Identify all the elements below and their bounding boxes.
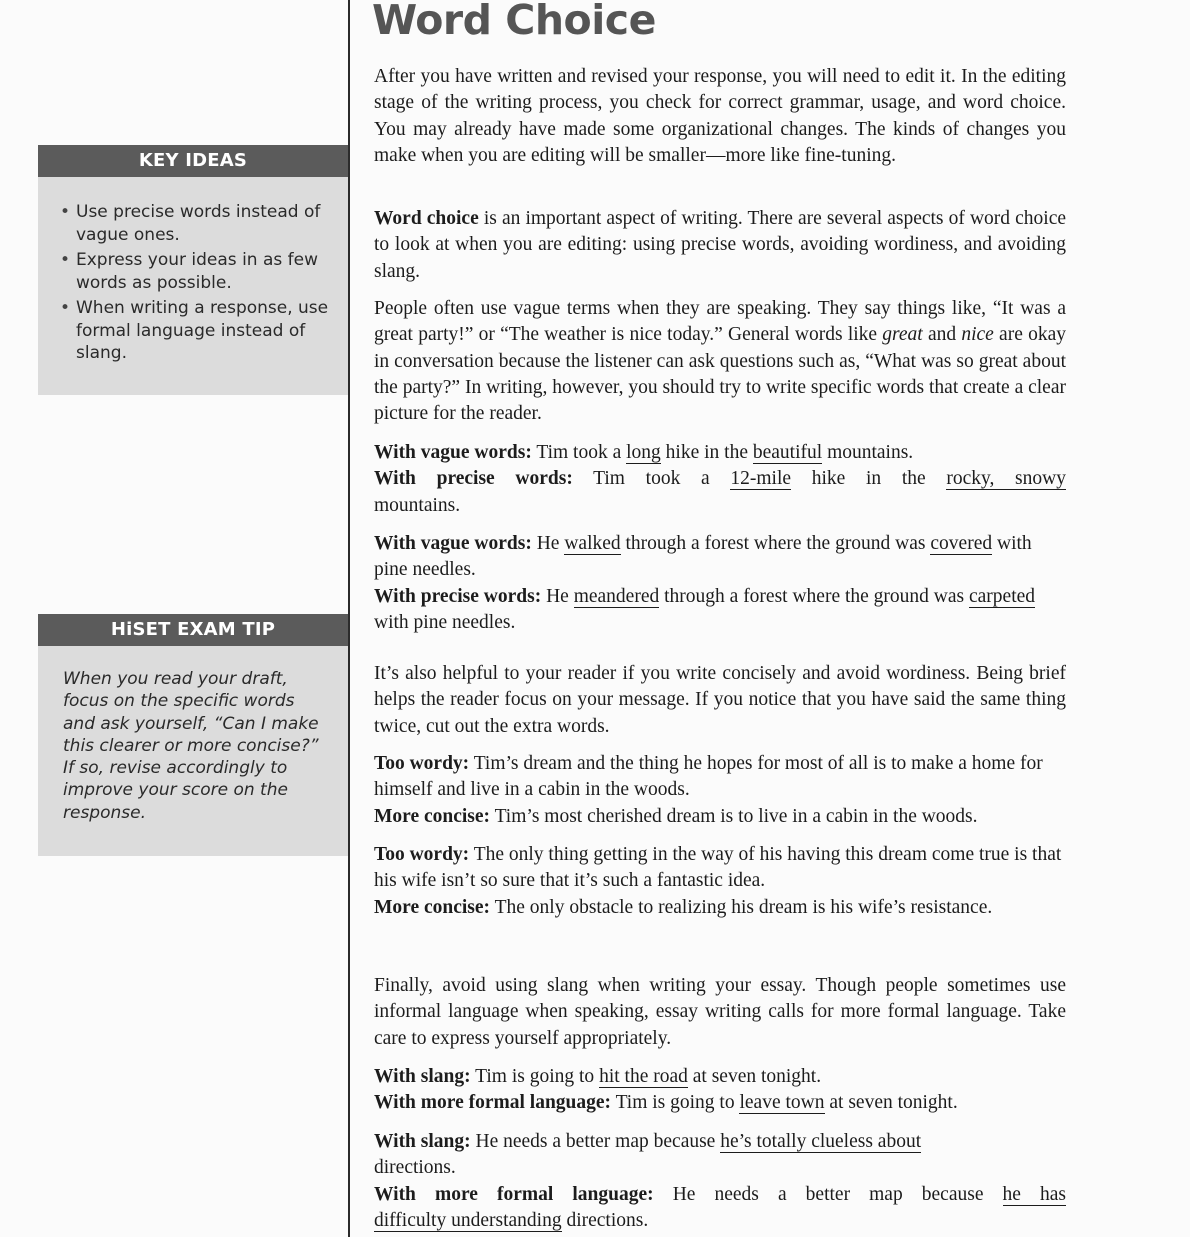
example-text: at seven tonight. xyxy=(824,1092,958,1114)
example-text: at seven tonight. xyxy=(687,1066,822,1087)
example-3 xyxy=(374,751,1066,830)
label-with-slang: With slang: xyxy=(374,1131,471,1152)
word-choice-text: is an important aspect of writing. There are several aspects of word choice to look at when you are editing: using precise words, avoiding wordiness, and avoiding slang. xyxy=(374,208,1066,282)
example-6 xyxy=(374,1129,1066,1234)
underlined-word: walked xyxy=(564,533,621,554)
example-text: through a forest where the ground was xyxy=(620,533,931,554)
exam-tip-text: When you read your draft, focus on the specific words and ask yourself, “Can I make this clearer or more concise?” If so, revise accordingly to improve your score on the response. xyxy=(63,669,319,823)
example-text: hike in the xyxy=(660,442,753,463)
example-text: hike in the xyxy=(791,468,947,490)
underlined-word: he’s totally clueless about xyxy=(720,1131,922,1152)
key-ideas-box xyxy=(38,145,348,395)
key-idea-item: • When writing a response, use formal language instead of slang. xyxy=(60,297,332,365)
key-ideas-heading: KEY IDEAS xyxy=(38,145,348,177)
label-more-concise: More concise: xyxy=(374,896,491,918)
underlined-word: long xyxy=(626,442,661,463)
underlined-word: carpeted xyxy=(969,585,1036,607)
paragraph-slang xyxy=(374,973,1066,1052)
example-text: with pine needles. xyxy=(374,611,516,633)
underlined-word: difficulty understanding xyxy=(374,1209,562,1231)
key-idea-item: • Express your ideas in as few words as possible. xyxy=(60,249,332,294)
word-great: great xyxy=(882,324,923,346)
label-vague: With vague words: xyxy=(374,533,532,554)
label-vague: With vague words: xyxy=(374,442,532,463)
example-1 xyxy=(374,440,1066,519)
key-idea-item: • Use precise words instead of vague ones. xyxy=(60,201,332,246)
underlined-word: 12-mile xyxy=(730,468,792,490)
paragraph-vague-terms xyxy=(374,296,1066,427)
example-text: through a forest where the ground was xyxy=(659,585,969,607)
example-4 xyxy=(374,842,1066,921)
example-2 xyxy=(374,531,1066,636)
example-text: with pine needles. xyxy=(374,533,1032,581)
example-text: mountains. xyxy=(374,494,461,516)
page-title: Word Choice xyxy=(372,0,656,44)
paragraph-word-choice xyxy=(374,206,1066,285)
key-ideas-list xyxy=(38,177,348,365)
label-more-concise: More concise: xyxy=(374,805,491,827)
paragraph-intro xyxy=(374,64,1066,169)
word-nice: nice xyxy=(961,324,994,346)
underlined-word: covered xyxy=(930,533,993,554)
underlined-word: he has xyxy=(1002,1183,1067,1205)
example-text: He xyxy=(541,585,574,607)
label-precise: With precise words: xyxy=(374,585,542,607)
label-formal: With more formal language: xyxy=(374,1092,612,1114)
underlined-word: beautiful xyxy=(752,442,823,463)
vague-text: People often use vague terms when they are speaking. They say things like, “It was a great party!” or “The weather is nice today.” General words like xyxy=(374,298,1066,346)
term-word-choice: Word choice xyxy=(374,208,479,229)
paragraph-concise xyxy=(374,661,1066,740)
example-text: The only thing getting in the way of his having this dream come true is that his wife isn’t so sure that it’s such a fantastic idea. xyxy=(374,844,1062,892)
vague-text: and xyxy=(922,324,962,346)
example-5 xyxy=(374,1064,1066,1117)
underlined-word: hit the road xyxy=(599,1066,688,1087)
example-text: He xyxy=(531,533,565,554)
example-text: mountains. xyxy=(822,442,914,463)
intro-text: After you have written and revised your response, you will need to edit it. In the editing stage of the writing process, you check for correct grammar, usage, and word choice. You may already have made some organizational changes. The kinds of changes you make when you are editing will be smaller—more like fine-tuning. xyxy=(374,66,1066,166)
example-text: Tim is going to xyxy=(470,1066,600,1087)
exam-tip-box xyxy=(38,614,348,856)
example-text: Tim took a xyxy=(572,468,731,490)
slang-text: Finally, avoid using slang when writing your essay. Though people sometimes use informal language when speaking, essay writing calls for more formal language. Take care to express yourself appropriately. xyxy=(374,975,1066,1049)
example-text: He needs a better map because xyxy=(653,1183,1003,1205)
underlined-word: leave town xyxy=(739,1092,825,1114)
example-text: He needs a better map because xyxy=(470,1131,721,1152)
example-text: directions. xyxy=(561,1209,649,1231)
underlined-word: rocky, snowy xyxy=(946,468,1066,490)
label-too-wordy: Too wordy: xyxy=(374,844,470,865)
example-text: directions. xyxy=(374,1157,456,1179)
underlined-word: meandered xyxy=(573,585,660,607)
example-text: Tim is going to xyxy=(611,1092,740,1114)
label-too-wordy: Too wordy: xyxy=(374,753,470,774)
concise-text: It’s also helpful to your reader if you write concisely and avoid wordiness. Being brief helps the reader focus on your message. If you notice that you have said the same thing twice, cut out the extra words. xyxy=(374,663,1066,737)
vague-text: are okay in conversation because the listener can ask questions such as, “What was so great about the party?” In writing, however, you should try to write specific words that create a clear picture for the reader. xyxy=(374,324,1066,425)
example-text: Tim’s most cherished dream is to live in a cabin in the woods. xyxy=(490,805,978,827)
label-formal: With more formal language: xyxy=(374,1183,654,1205)
example-text: The only obstacle to realizing his dream is his wife’s resistance. xyxy=(490,896,993,918)
example-text: Tim’s dream and the thing he hopes for most of all is to make a home for himself and live in a cabin in the woods. xyxy=(374,753,1043,801)
example-text: Tim took a xyxy=(531,442,627,463)
label-precise: With precise words: xyxy=(374,468,573,490)
column-divider xyxy=(348,0,350,1237)
label-with-slang: With slang: xyxy=(374,1066,471,1087)
exam-tip-heading: HiSET EXAM TIP xyxy=(38,614,348,646)
